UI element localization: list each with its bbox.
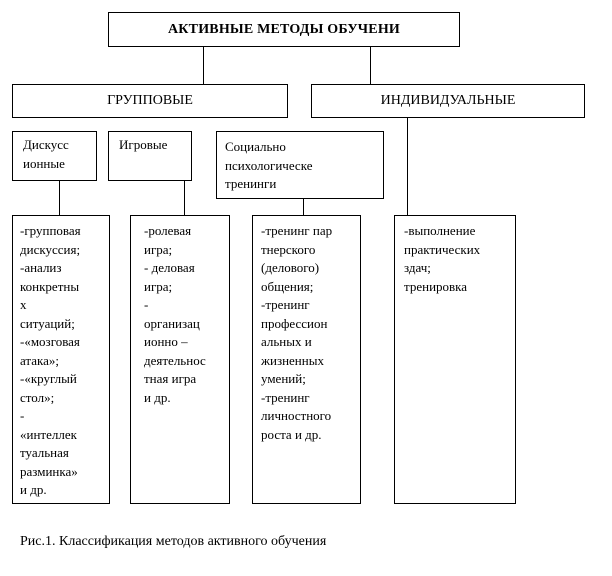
connector-root-to-individual <box>370 47 371 84</box>
list-line: личностного <box>261 408 332 423</box>
list-line: деятельнос <box>144 352 206 368</box>
list-line: дискуссия; <box>20 241 81 257</box>
connector-root-to-group <box>203 47 204 84</box>
node-individual-label: ИНДИВИДУАЛЬНЫЕ <box>380 93 516 108</box>
list-line: -анализ <box>20 260 62 275</box>
list-line: альных и <box>261 334 312 349</box>
node-discussion-line: ионные <box>23 155 65 171</box>
node-group-label: ГРУППОВЫЕ <box>107 93 193 108</box>
list-line: ситуаций; <box>20 315 75 331</box>
list-line: -тренинг <box>261 389 310 405</box>
list-social-trainings <box>252 215 361 504</box>
node-group-methods <box>12 84 288 118</box>
connector-discussion-to-list <box>59 181 60 215</box>
list-line: конкретны <box>20 278 80 294</box>
list-line: практических <box>404 241 481 257</box>
list-individual-methods <box>394 215 516 504</box>
list-line: -выполнение <box>404 223 476 238</box>
node-game-line: Игровые <box>119 137 168 152</box>
root-node-label: АКТИВНЫЕ МЕТОДЫ ОБУЧЕНИ <box>168 21 400 37</box>
list-line: «интеллек <box>20 426 77 442</box>
list-line: атака»; <box>20 352 60 368</box>
list-line: разминка» <box>20 463 78 479</box>
list-line: -тренинг пар <box>261 223 333 238</box>
list-line: стол»; <box>20 389 55 405</box>
connector-game-to-list <box>184 181 185 215</box>
list-line: -групповая <box>20 223 81 238</box>
node-social-line: Социально <box>225 139 286 154</box>
list-line: ионно – <box>144 334 188 349</box>
list-line: -«мозговая <box>20 334 80 349</box>
list-line: здач; <box>404 260 431 275</box>
list-line: роста и др. <box>261 426 322 442</box>
list-line: - деловая <box>144 260 195 275</box>
node-discussion-methods <box>12 131 97 181</box>
list-line: и др. <box>20 482 47 497</box>
list-line: и др. <box>144 389 171 405</box>
node-social-line: тренинги <box>225 176 277 191</box>
list-line: туальная <box>20 445 69 460</box>
list-line: умений; <box>261 371 306 386</box>
node-individual-methods <box>311 84 585 118</box>
list-line: - <box>20 408 25 423</box>
list-line: игра; <box>144 278 173 294</box>
node-social-psych-trainings <box>216 131 384 199</box>
list-line: общения; <box>261 278 314 294</box>
list-line: -«круглый <box>20 371 77 386</box>
list-line: тренировка <box>404 278 468 294</box>
list-discussion-methods <box>12 215 110 504</box>
root-node-active-methods <box>108 12 460 47</box>
list-line: тнерского <box>261 241 316 257</box>
list-line: игра; <box>144 241 173 257</box>
list-line: (делового) <box>261 260 320 275</box>
list-line: тная игра <box>144 371 197 386</box>
node-discussion-line: Дискусс <box>23 137 69 152</box>
list-line: профессион <box>261 315 328 331</box>
list-line: -тренинг <box>261 297 310 312</box>
node-game-methods <box>108 131 192 181</box>
list-line: -ролевая <box>144 223 192 238</box>
connector-individual-to-list <box>407 118 408 215</box>
figure-caption: Рис.1. Классификация методов активного обучения <box>20 534 327 549</box>
list-line: х <box>20 297 27 312</box>
list-line: жизненных <box>261 352 324 368</box>
list-line: - <box>144 297 149 312</box>
list-line: организац <box>144 315 200 331</box>
list-game-methods <box>130 215 230 504</box>
node-social-line: психологическе <box>225 157 313 173</box>
connector-social-to-list <box>303 199 304 215</box>
